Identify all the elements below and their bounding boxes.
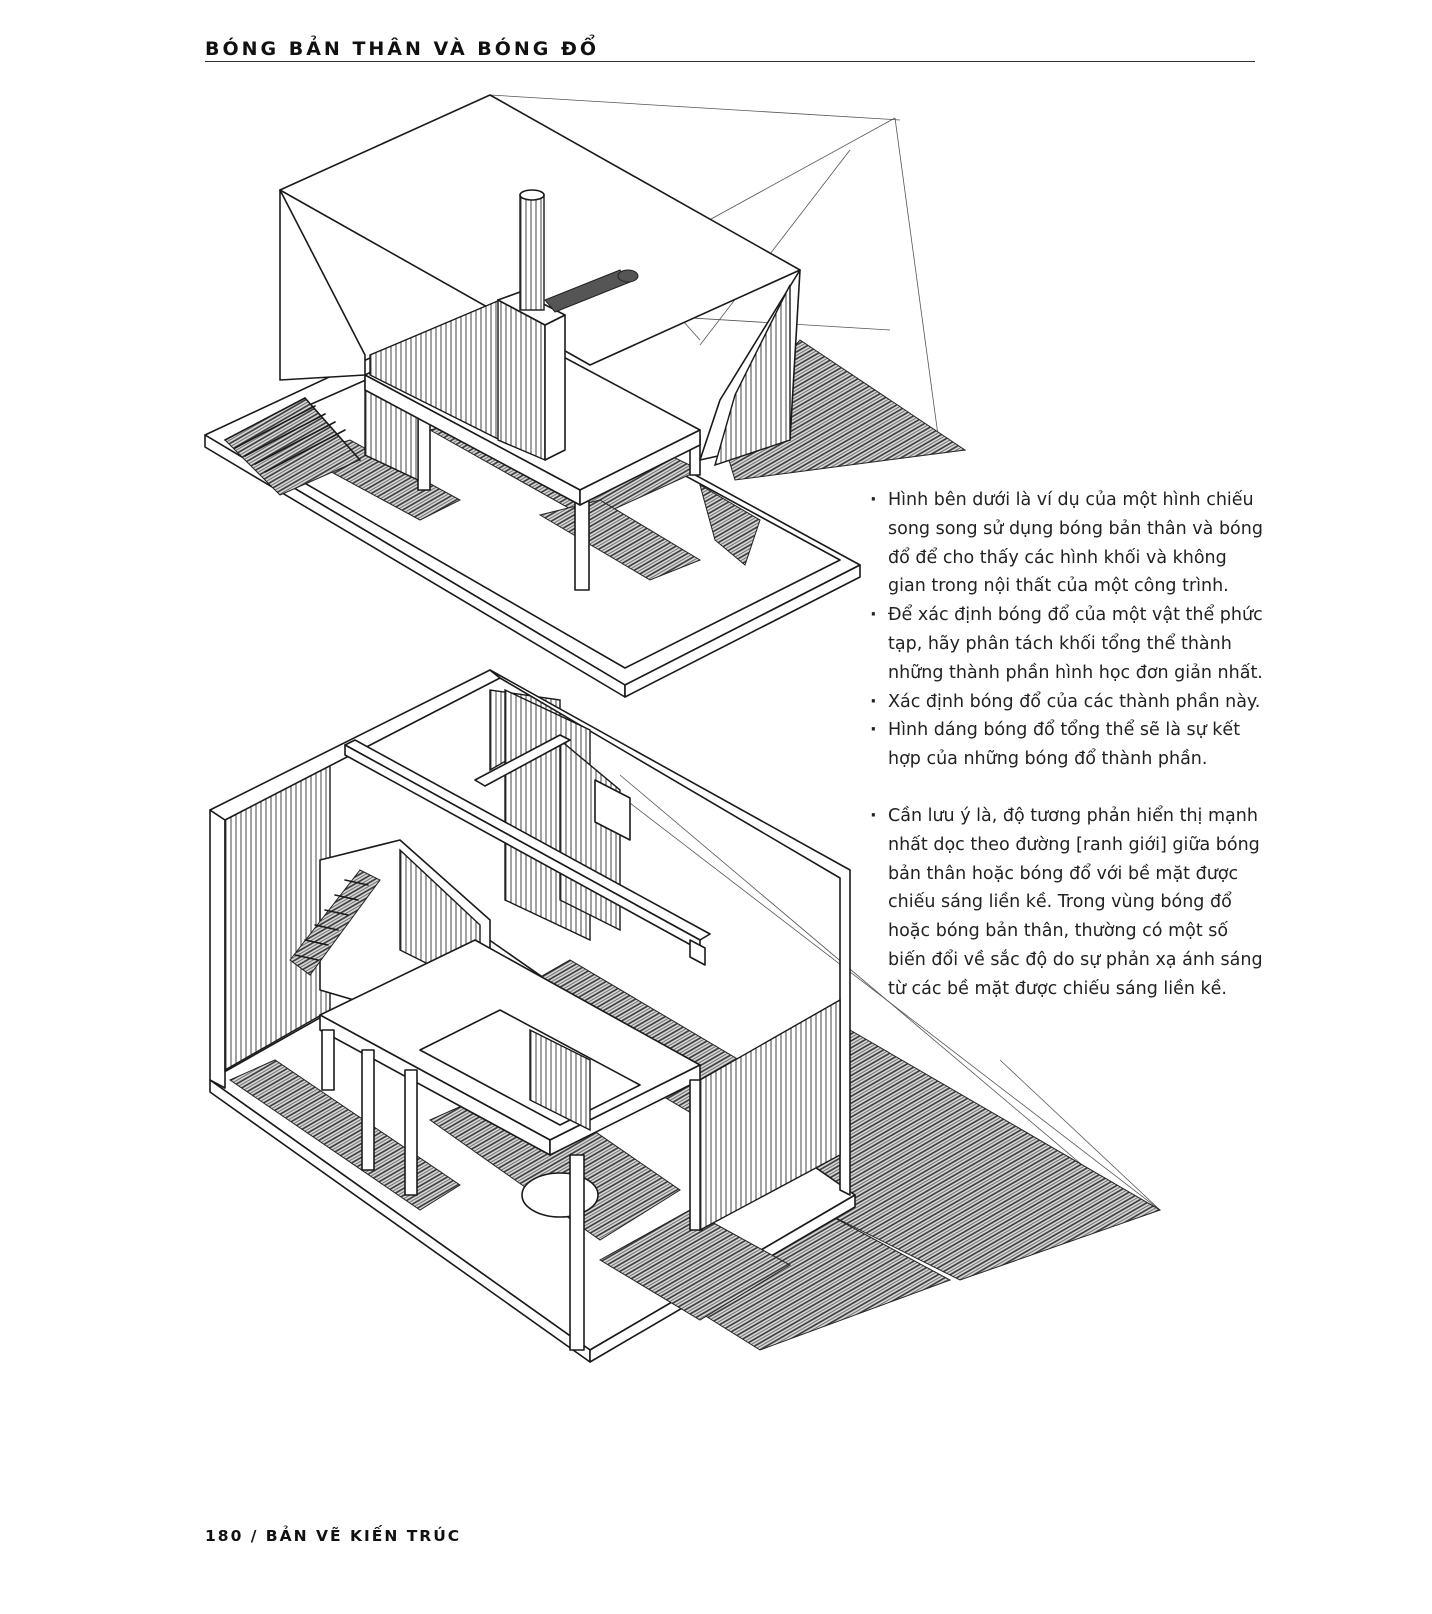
paragraph-gap [870, 774, 1270, 802]
bullet-item: · Để xác định bóng đổ của một vật thể phức tạp, hãy phân tách khối tổng thể thành những thành phần hình học đơn giản nhất. [870, 601, 1270, 687]
bullet-list [870, 486, 1270, 774]
body-text [870, 486, 1270, 1004]
note-item: · Cần lưu ý là, độ tương phản hiển thị mạnh nhất dọc theo đường [ranh giới] giữa bóng bản thân hoặc bóng đổ với bề mặt được chiếu sáng liền kề. Trong vùng bóng đổ hoặc bóng bản thân, thường có một số biến đổi về sắc độ do sự phản xạ ánh sáng từ các bề mặt được chiếu sáng liền kề. [870, 802, 1270, 1004]
page-footer: 180 / BẢN VẼ KIẾN TRÚC [205, 1527, 462, 1545]
note-list [870, 802, 1270, 1004]
bullet-item: · Hình dáng bóng đổ tổng thể sẽ là sự kết hợp của những bóng đổ thành phần. [870, 716, 1270, 774]
bullet-item: · Hình bên dưới là ví dụ của một hình chiếu song song sử dụng bóng bản thân và bóng đổ để cho thấy các hình khối và không gian trong nội thất của một công trình. [870, 486, 1270, 601]
bullet-item: · Xác định bóng đổ của các thành phần này. [870, 688, 1270, 717]
page-title: BÓNG BẢN THÂN VÀ BÓNG ĐỔ [205, 38, 600, 60]
drawing-top [205, 95, 965, 697]
